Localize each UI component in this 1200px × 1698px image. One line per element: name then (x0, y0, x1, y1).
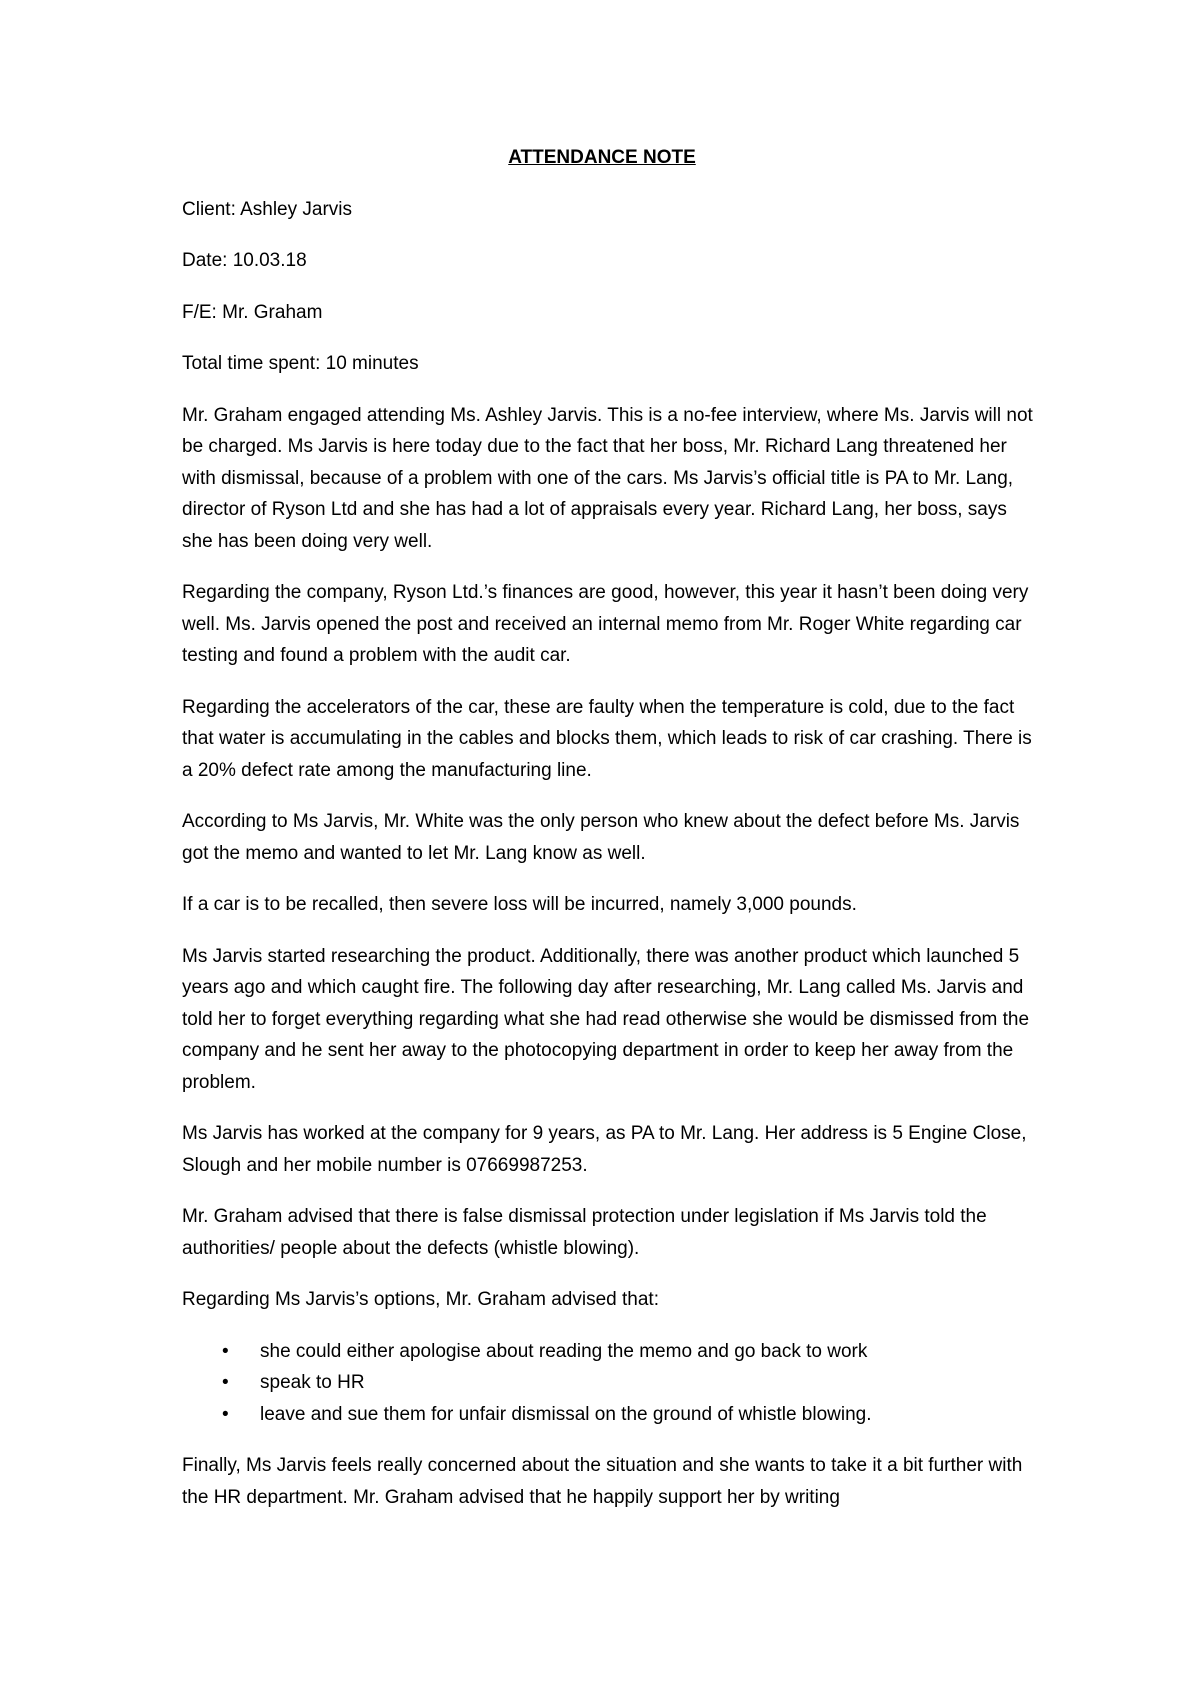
paragraph: According to Ms Jarvis, Mr. White was the only person who knew about the defect before Ms. Jarvis got the memo and wanted to let Mr. Lang know as well. (182, 811, 1020, 864)
paragraph: Ms Jarvis started researching the product. Additionally, there was another product which launched 5 years ago and which caught fire. The following day after researching, Mr. Lang called Ms. Jarvis and told her to forget everything regarding what she had read otherwise she would be dismissed from the company and he sent her away to the photocopying department in order to keep her away from the problem. (182, 945, 1030, 1093)
final-paragraph: Finally, Ms Jarvis feels really concerned about the situation and she wants to take it a bit further with the HR department. Mr. Graham advised that he happily support her by writing (182, 1455, 1023, 1508)
options-list (182, 1336, 1042, 1431)
client-line: Client: Ashley Jarvis (182, 198, 353, 220)
list-item-text: leave and sue them for unfair dismissal on the ground of whistle blowing. (260, 1403, 872, 1425)
paragraph: Ms Jarvis has worked at the company for 9 years, as PA to Mr. Lang. Her address is 5 Engine Close, Slough and her mobile number is 07669987253. (182, 1123, 1027, 1176)
document-body (182, 142, 1042, 1533)
paragraph: If a car is to be recalled, then severe loss will be incurred, namely 3,000 pounds. (182, 894, 857, 915)
date-line: Date: 10.03.18 (182, 250, 307, 271)
paragraph: Mr. Graham engaged attending Ms. Ashley Jarvis. This is a no-fee interview, where Ms. Jarvis will not be charged. Ms Jarvis is here today due to the fact that her boss, Mr. Richard Lang threatened her with dismissal, because of a problem with one of the cars. Ms Jarvis’s official title is PA to Mr. Lang, director of Ryson Ltd and she has had a lot of appraisals every year. Richard Lang, her boss, says she has been doing very well. (182, 404, 1033, 552)
list-item (182, 1336, 1042, 1368)
fee-earner-line: F/E: Mr. Graham (182, 301, 323, 323)
paragraph: Regarding the company, Ryson Ltd.’s finances are good, however, this year it hasn’t been doing very well. Ms. Jarvis opened the post and received an internal memo from Mr. Roger White regarding car testing and found a problem with the audit car. (182, 582, 1029, 666)
time-spent-line: Total time spent: 10 minutes (182, 353, 419, 374)
paragraph: Regarding Ms Jarvis’s options, Mr. Graham advised that: (182, 1289, 659, 1310)
paragraph: Mr. Graham advised that there is false dismissal protection under legislation if Ms Jarvis told the authorities/ people about the defects (whistle blowing). (182, 1206, 987, 1259)
list-item (182, 1399, 1042, 1431)
list-item (182, 1367, 1042, 1399)
list-item-text: speak to HR (260, 1372, 365, 1393)
bullet-icon: • (222, 1340, 229, 1362)
bullet-icon: • (222, 1403, 229, 1425)
paragraph: Regarding the accelerators of the car, these are faulty when the temperature is cold, due to the fact that water is accumulating in the cables and blocks them, which leads to risk of car crashing. There is a 20% defect rate among the manufacturing line. (182, 696, 1032, 781)
document-title: ATTENDANCE NOTE (508, 147, 696, 168)
bullet-icon: • (222, 1372, 229, 1393)
list-item-text: she could either apologise about reading the memo and go back to work (260, 1340, 868, 1362)
